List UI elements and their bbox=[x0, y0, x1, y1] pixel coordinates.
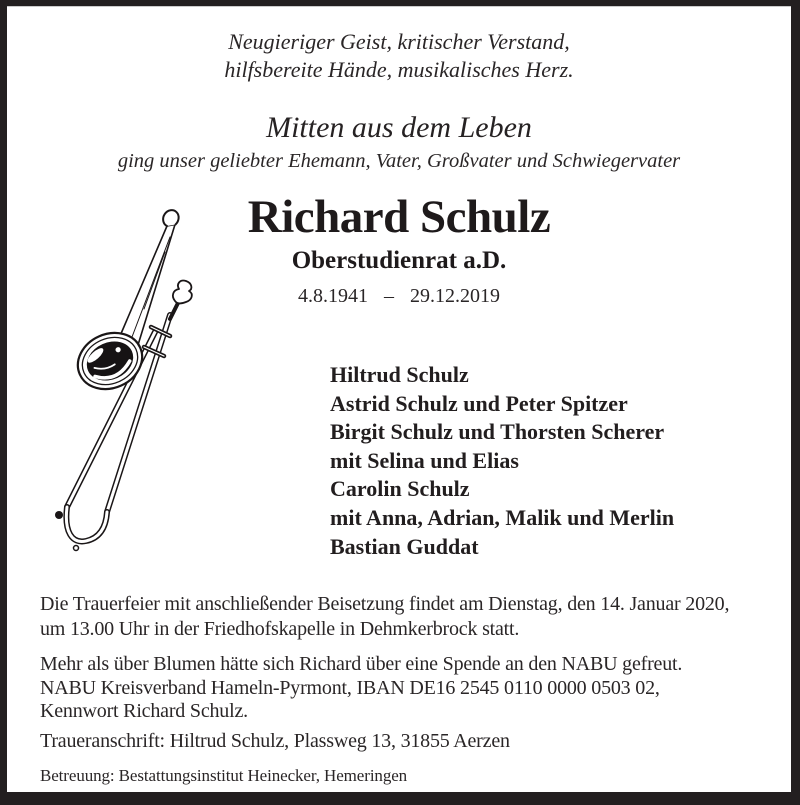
funeral-info bbox=[40, 592, 729, 642]
mourner-line: Hiltrud Schulz bbox=[330, 362, 469, 387]
mourner-line: Astrid Schulz und Peter Spitzer bbox=[330, 390, 628, 416]
trombone-icon bbox=[32, 197, 272, 567]
death-date: 29.12.2019 bbox=[410, 285, 500, 307]
deceased-name: Richard Schulz bbox=[247, 191, 551, 243]
donation-info-line-2: NABU Kreisverband Hameln-Pyrmont, IBAN DE16 2545 0110 0000 0503 02, bbox=[40, 676, 660, 699]
epigraph bbox=[7, 28, 791, 84]
obituary-card bbox=[7, 6, 791, 792]
mourners-list bbox=[330, 361, 674, 561]
birth-date: 4.8.1941 bbox=[298, 285, 368, 307]
funeral-info-line-1: Die Trauerfeier mit anschließender Beisetzung findet am Dienstag, den 14. Januar 2020, bbox=[40, 593, 730, 615]
funeral-info-line-2: um 13.00 Uhr in der Friedhofskapelle in Dehmkerbrock statt. bbox=[40, 618, 520, 640]
deceased-title: Oberstudienrat a.D. bbox=[291, 247, 507, 274]
epigraph-line-1: Neugieriger Geist, kritischer Verstand, bbox=[228, 29, 570, 54]
mourner-line: mit Anna, Adrian, Malik und Merlin bbox=[330, 504, 675, 530]
mourner-line: mit Selina und Elias bbox=[330, 447, 519, 473]
trombone-mouthpiece bbox=[170, 281, 192, 319]
mourner-line: Birgit Schulz und Thorsten Scherer bbox=[330, 419, 665, 445]
epigraph-line-2: hilfsbereite Hände, musikalisches Herz. bbox=[224, 57, 574, 82]
donation-info-line-3: Kennwort Richard Schulz. bbox=[40, 700, 248, 722]
mourner-line: Carolin Schulz bbox=[330, 476, 470, 502]
condolence-address-line: Traueranschrift: Hiltrud Schulz, Plassweg 13, 31855 Aerzen bbox=[40, 730, 510, 752]
intro-subline: ging unser geliebter Ehemann, Vater, Großvater und Schwiegervater bbox=[117, 150, 681, 172]
date-separator: – bbox=[384, 285, 394, 307]
condolence-address bbox=[40, 730, 510, 754]
intro-headline: Mitten aus dem Leben bbox=[266, 111, 532, 144]
donation-info bbox=[40, 653, 682, 724]
undertaker-note: Betreuung: Bestattungsinstitut Heinecker, Hemeringen bbox=[40, 766, 408, 785]
donation-info-line-1: Mehr als über Blumen hätte sich Richard über eine Spende an den NABU gefreut. bbox=[40, 653, 683, 675]
mourner-line: Bastian Guddat bbox=[330, 533, 479, 559]
